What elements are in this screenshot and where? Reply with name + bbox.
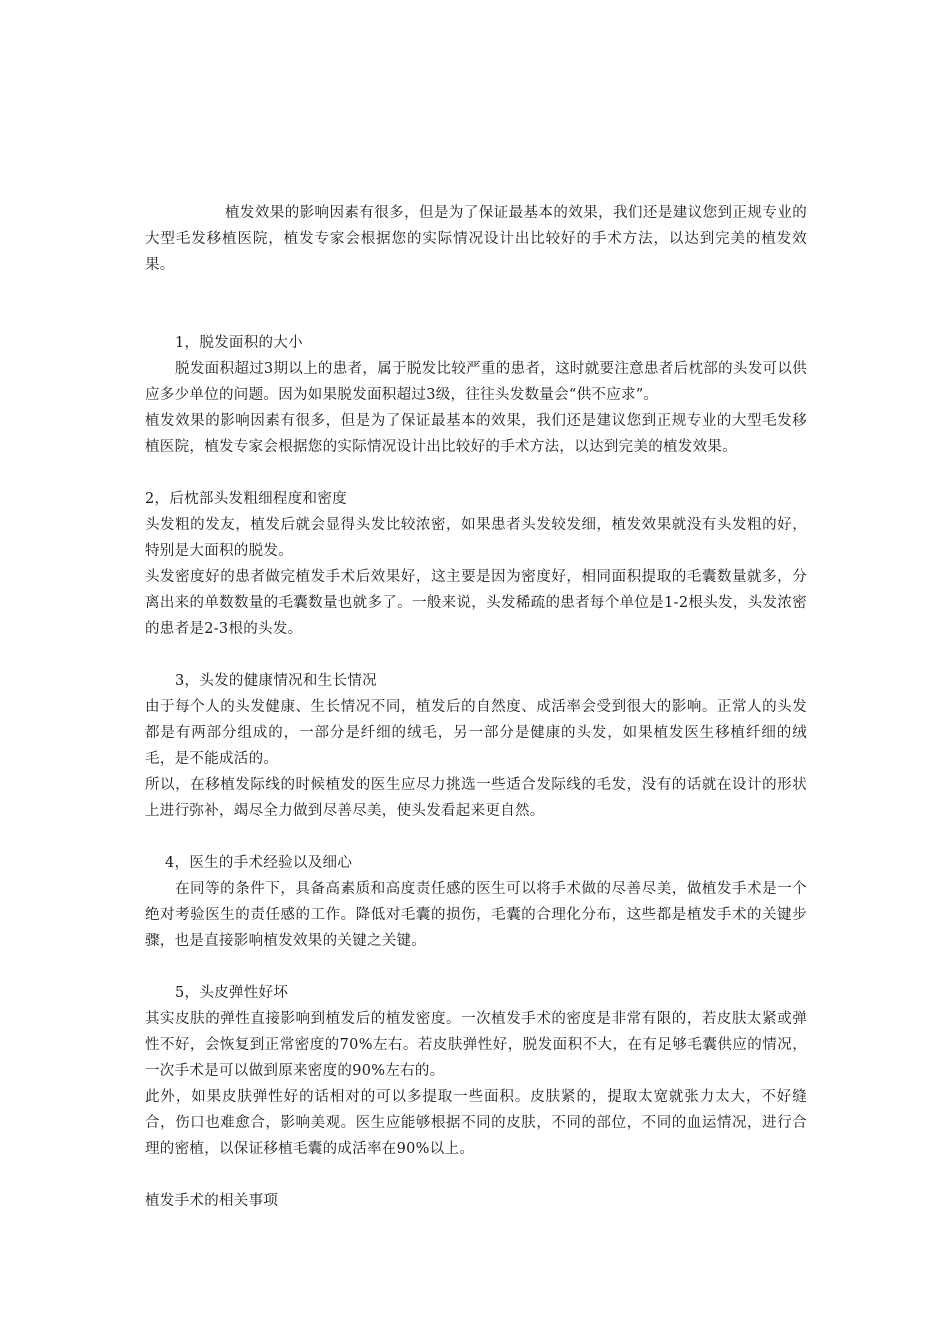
section-2-heading: 2，后枕部头发粗细程度和密度 [145, 491, 347, 507]
spacer [145, 824, 807, 850]
closing-heading: 植发手术的相关事项 [145, 1193, 279, 1209]
section-2-paragraph-1: 头发粗的发友，植发后就会显得头发比较浓密，如果患者头发较发细，植发效果就没有头发粗的好，特别是大面积的脱发。 [145, 517, 807, 559]
section-1-heading: 1，脱发面积的大小 [175, 335, 303, 351]
section-3-heading: 3，头发的健康情况和生长情况 [175, 673, 377, 689]
section-1-paragraph-2: 植发效果的影响因素有很多，但是为了保证最基本的效果，我们还是建议您到正规专业的大型毛发移植医院，植发专家会根据您的实际情况设计出比较好的手术方法，以达到完美的植发效果。 [145, 413, 807, 455]
section-2-paragraph-2: 头发密度好的患者做完植发手术后效果好，这主要是因为密度好，相同面积提取的毛囊数量就多，分离出来的单数数量的毛囊数量也就多了。一般来说，头发稀疏的患者每个单位是1-2根头发，头发浓密的患者是2-3根的头发。 [145, 569, 807, 637]
document-body [145, 200, 807, 1214]
section-5-heading: 5，头皮弹性好坏 [175, 985, 289, 1001]
section-1-paragraph-1: 脱发面积超过3期以上的患者，属于脱发比较严重的患者，这时就要注意患者后枕部的头发可以供应多少单位的问题。因为如果脱发面积超过3级，往往头发数量会“供不应求”。 [145, 361, 807, 403]
intro-paragraph: 植发效果的影响因素有很多，但是为了保证最基本的效果，我们还是建议您到正规专业的大型毛发移植医院，植发专家会根据您的实际情况设计出比较好的手术方法，以达到完美的植发效果。 [145, 205, 807, 273]
spacer [145, 278, 807, 330]
section-4-heading: 4，医生的手术经验以及细心 [165, 855, 353, 871]
section-5-paragraph-1: 其实皮肤的弹性直接影响到植发后的植发密度。一次植发手术的密度是非常有限的，若皮肤太紧或弹性不好，会恢复到正常密度的70%左右。若皮肤弹性好，脱发面积不大，在有足够毛囊供应的情况，一次手术是可以做到原来密度的90%左右的。 [145, 1011, 807, 1079]
spacer [145, 642, 807, 668]
section-4-paragraph-1: 在同等的条件下，具备高素质和高度责任感的医生可以将手术做的尽善尽美，做植发手术是一个绝对考验医生的责任感的工作。降低对毛囊的损伤，毛囊的合理化分布，这些都是植发手术的关键步骤，也是直接影响植发效果的关键之关键。 [145, 881, 807, 949]
section-5-paragraph-2: 此外，如果皮肤弹性好的话相对的可以多提取一些面积。皮肤紧的，提取太宽就张力太大，不好缝合，伤口也难愈合，影响美观。医生应能够根据不同的皮肤，不同的部位，不同的血运情况，进行合理的密植，以保证移植毛囊的成活率在90%以上。 [145, 1089, 807, 1157]
spacer [145, 954, 807, 980]
spacer [145, 460, 807, 486]
section-3-paragraph-1: 由于每个人的头发健康、生长情况不同，植发后的自然度、成活率会受到很大的影响。正常人的头发都是有两部分组成的，一部分是纤细的绒毛，另一部分是健康的头发，如果植发医生移植纤细的绒毛，是不能成活的。 [145, 699, 807, 767]
spacer [145, 1162, 807, 1188]
section-3-paragraph-2: 所以，在移植发际线的时候植发的医生应尽力挑选一些适合发际线的毛发，没有的话就在设计的形状上进行弥补，竭尽全力做到尽善尽美，使头发看起来更自然。 [145, 777, 807, 819]
